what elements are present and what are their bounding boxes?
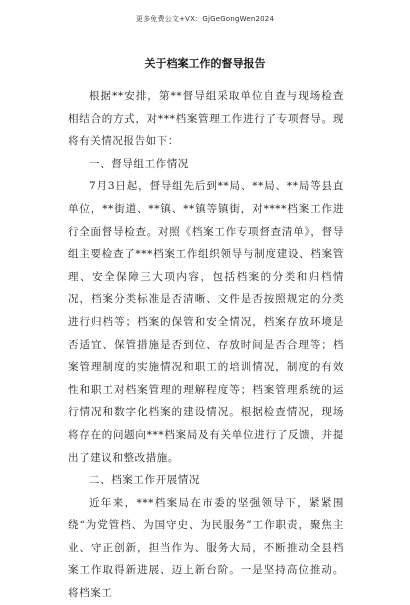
section-heading-2: 二、档案工作开展情况 bbox=[89, 474, 200, 487]
document-body bbox=[68, 85, 344, 605]
section-2-paragraph: 近年来，***档案局在市委的坚强领导下，紧紧围绕“为党管档、为国守史、为民服务”工作职责，聚焦主业、守正创新，担当作为、服务大局，不断推动全县档案工作取得新进展、迈上新台阶。一是坚持高位推动。将档案工 bbox=[68, 496, 344, 600]
intro-paragraph: 根据**安排，第**督导组采取单位自查与现场检查相结合的方式，对***档案管理工作进行了专项督导。现将有关情况报告如下： bbox=[68, 90, 344, 148]
header-note: 更多免费公文+VX：GjGeGongWen2024 bbox=[135, 15, 275, 23]
document-title: 关于档案工作的督导报告 bbox=[144, 57, 266, 70]
section-heading-1: 一、督导组工作情况 bbox=[89, 157, 189, 170]
section-1-paragraph: 7月3日起，督导组先后到**局、**局、**局等县直单位，**街道、**镇、**镇等镇街，对****档案工作进行全面督导检查。对照《档案工作专项督查清单》，督导组主要检查了***档案工作组织领导与制度建设、档案管理、安全保障三大项内容，包括档案的分类和归档情况，档案分类标准是否清晰、文件是否按照规定的分类进行归档等；档案的保管和安全情况，档案存放环境是否适宜、保管措施是否到位、存放时间是否合理等；档案管理制度的实施情况和职工的培训情况，制度的有效性和职工对档案管理的理解程度等；档案管理系统的运行情况和数字化档案的建设情况。根据检查情况，现场将存在的问题向***档案局及有关单位进行了反馈，并提出了建议和整改措施。 bbox=[68, 180, 344, 464]
